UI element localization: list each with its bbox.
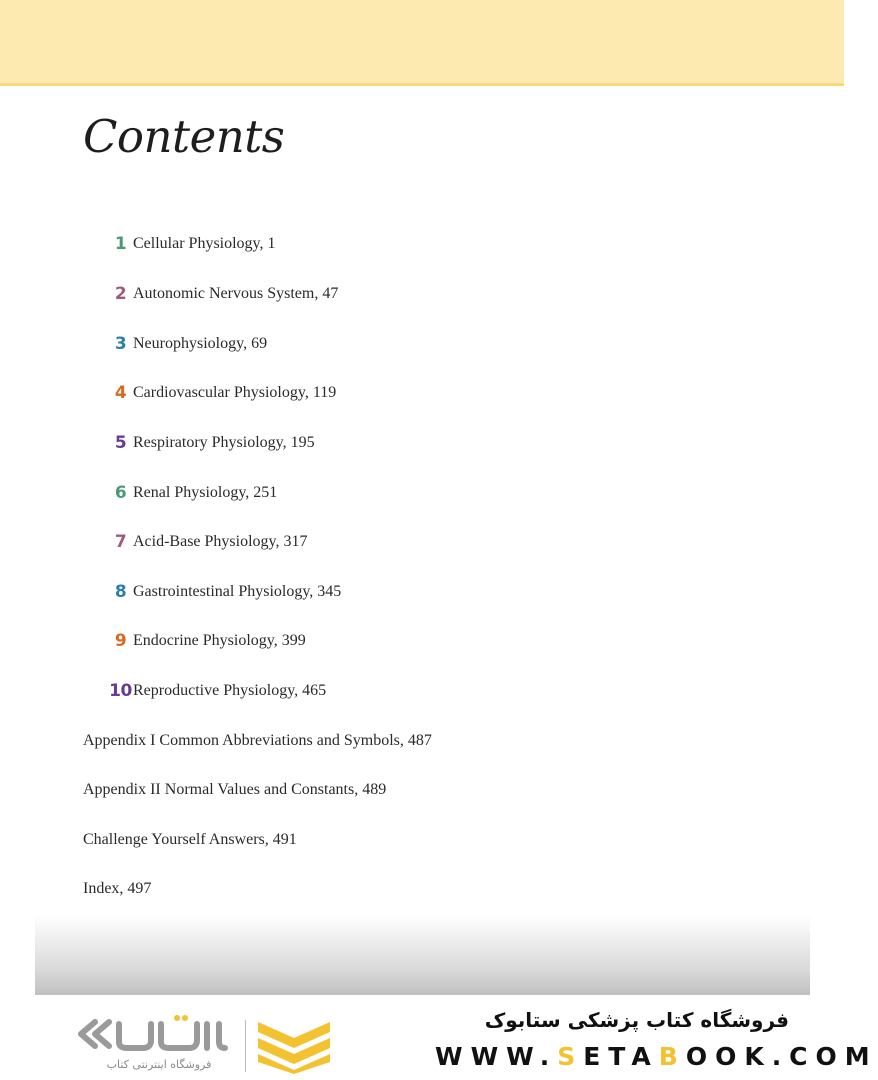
chapter-entry[interactable] [83, 529, 308, 555]
book-chevron-icon [256, 1018, 332, 1074]
page-bottom-shadow [35, 915, 810, 995]
chapter-number: 2 [114, 284, 127, 304]
chapter-title: Neurophysiology, 69 [133, 335, 268, 352]
chapter-title: Renal Physiology, 251 [133, 484, 278, 501]
chapter-number: 8 [114, 582, 127, 602]
chapter-number: 9 [114, 631, 127, 651]
chapter-entry[interactable] [83, 628, 306, 654]
chapter-entry[interactable] [83, 430, 315, 456]
logo-divider [245, 1020, 246, 1072]
chapter-title: Gastrointestinal Physiology, 345 [133, 583, 342, 600]
logo-tagline: فروشگاه اینترنتی کتاب [106, 1058, 212, 1071]
store-name: فروشگاه کتاب پزشکی ستابوک [484, 1008, 789, 1032]
chapter-entry[interactable] [83, 281, 338, 307]
chapter-title: Acid-Base Physiology, 317 [133, 533, 308, 550]
chapter-number: 1 [114, 234, 127, 254]
store-url[interactable]: WWW.SETABOOK.COM [435, 1042, 878, 1071]
chapter-number: 4 [114, 383, 127, 403]
appendix-entry[interactable]: Appendix II Normal Values and Constants, 489 [83, 781, 387, 798]
chapter-entry[interactable] [83, 480, 277, 506]
index-entry[interactable]: Index, 497 [83, 880, 152, 897]
setabook-logo [73, 1012, 233, 1072]
chapter-entry[interactable] [83, 231, 276, 257]
chapter-title: Cellular Physiology, 1 [133, 235, 276, 252]
chapter-entry[interactable] [83, 380, 336, 406]
chapter-number: 6 [114, 483, 127, 503]
chapter-entry[interactable] [83, 331, 267, 357]
header-band [0, 0, 844, 86]
answers-entry[interactable]: Challenge Yourself Answers, 491 [83, 831, 297, 848]
chapter-title: Endocrine Physiology, 399 [133, 632, 306, 649]
chapter-title: Cardiovascular Physiology, 119 [133, 384, 337, 401]
chapter-entry[interactable] [83, 678, 326, 704]
chapter-title: Autonomic Nervous System, 47 [133, 285, 339, 302]
chapter-number: 7 [114, 532, 127, 552]
page-title: Contents [83, 110, 285, 163]
chapter-title: Respiratory Physiology, 195 [133, 434, 315, 451]
appendix-entry[interactable]: Appendix I Common Abbreviations and Symbols, 487 [83, 732, 432, 749]
chapter-entry[interactable] [83, 579, 341, 605]
chapter-number: 10 [109, 681, 132, 701]
chapter-number: 5 [114, 433, 127, 453]
chapter-title: Reproductive Physiology, 465 [133, 682, 327, 699]
chapter-number: 3 [114, 334, 127, 354]
